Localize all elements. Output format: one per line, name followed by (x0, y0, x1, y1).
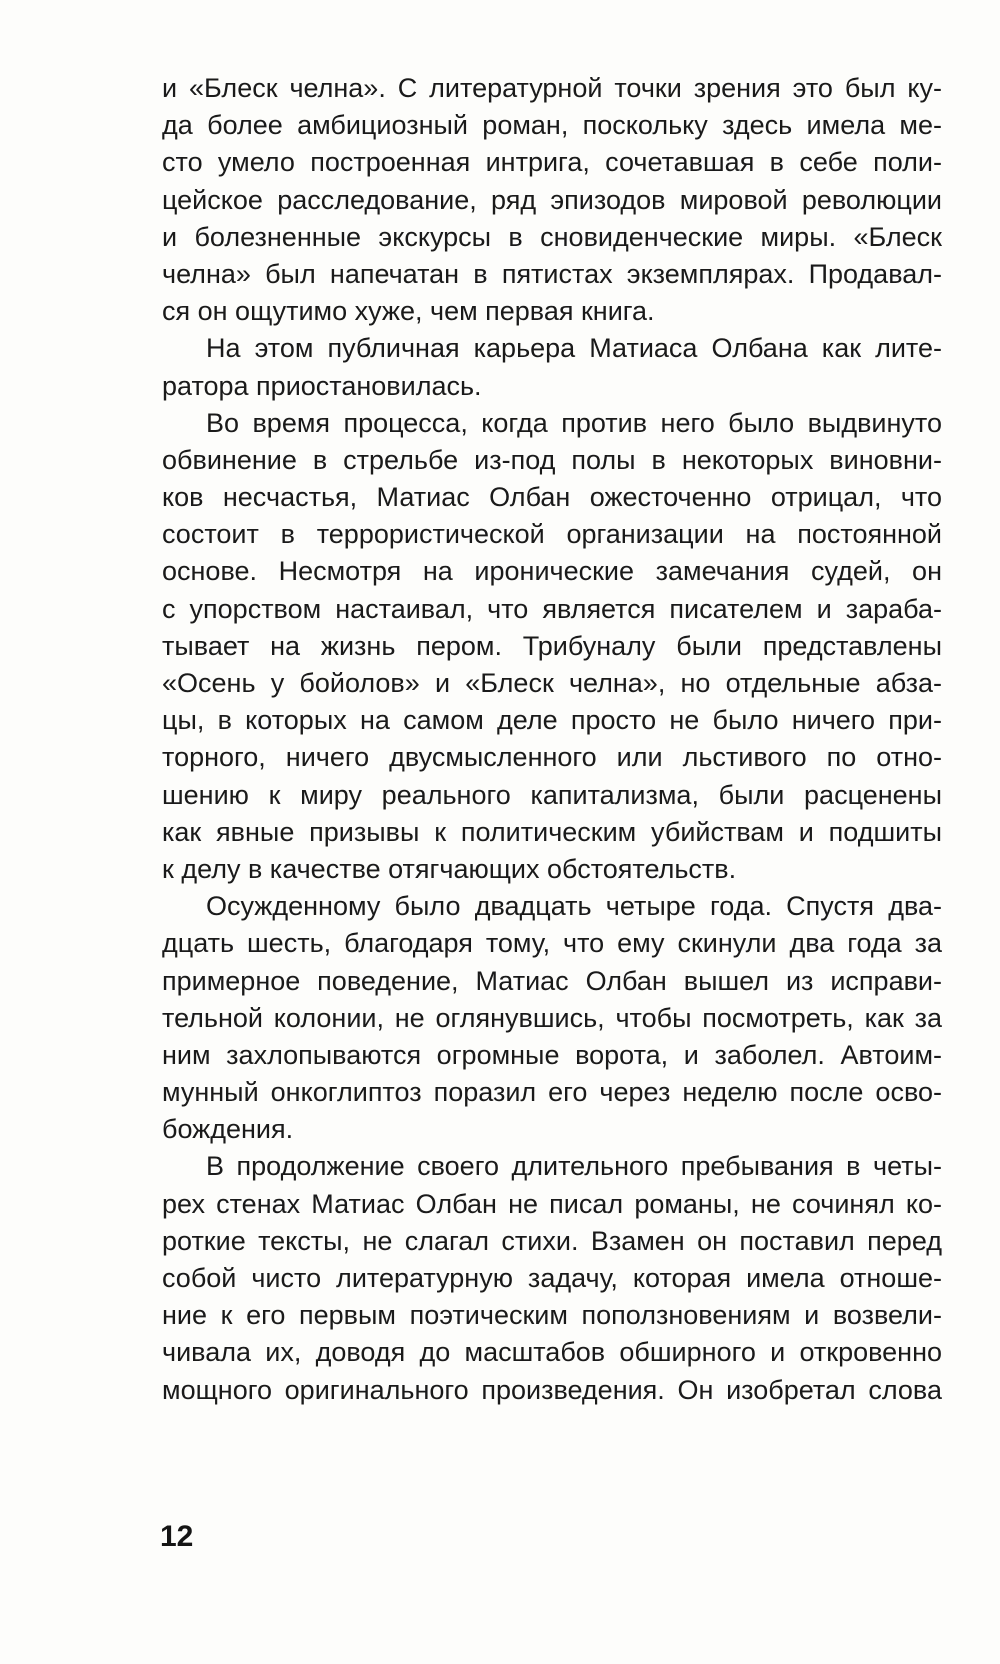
text-line: На этом публичная карьера Матиаса Олбана как лите- (206, 333, 942, 364)
text-line: ков несчастья, Матиас Олбан ожесточенно отрицал, что (162, 482, 942, 513)
text-line: ратора приостановилась. (162, 370, 482, 401)
text-line: мунный онкоглиптоз поразил его через неделю после осво- (162, 1077, 942, 1108)
text-line: цейское расследование, ряд эпизодов мировой революции (162, 184, 942, 215)
text-line: обвинение в стрельбе из-под полы в некоторых виновни- (162, 444, 942, 475)
text-line: и «Блеск челна». С литературной точки зрения это был ку- (162, 73, 942, 103)
text-line: дцать шесть, благодаря тому, что ему скинули два года за (162, 928, 942, 959)
text-line: как явные призывы к политическим убийствам и подшиты (162, 816, 942, 847)
text-line: бождения. (162, 1114, 294, 1145)
text-line: сто умело построенная интрига, сочетавшая в себе поли- (162, 147, 942, 178)
text-line: ним захлопываются огромные ворота, и заболел. Автоим- (162, 1039, 942, 1070)
text-line: тывает на жизнь пером. Трибуналу были представлены (162, 630, 942, 661)
body-text (162, 70, 942, 1409)
text-line: состоит в террористической организации на постоянной (162, 519, 942, 550)
text-line: шению к миру реального капитализма, были расценены (162, 779, 942, 810)
text-line: торного, ничего двусмысленного или льстивого по отно- (162, 742, 942, 773)
text-line: к делу в качестве отягчающих обстоятельств. (162, 853, 737, 884)
text-line: ние к его первым поэтическим поползновениям и возвели- (162, 1300, 942, 1331)
text-line: собой чисто литературную задачу, которая имела отноше- (162, 1263, 942, 1293)
text-line: с упорством настаивал, что является писателем и зараба- (162, 593, 942, 624)
text-line: тельной колонии, не оглянувшись, чтобы посмотреть, как за (162, 1002, 942, 1033)
text-line: челна» был напечатан в пятистах экземплярах. Продавал- (162, 258, 942, 289)
text-line: и болезненные экскурсы в сновиденческие миры. «Блеск (162, 221, 942, 252)
text-line: Во время процесса, когда против него было выдвинуто (206, 407, 942, 438)
text-line: да более амбициозный роман, поскольку здесь имела ме- (162, 110, 942, 141)
page-number: 12 (160, 1520, 194, 1553)
text-line: Осужденному было двадцать четыре года. Спустя два- (206, 891, 942, 922)
text-line: чивала их, доводя до масштабов обширного и откровенно (162, 1337, 942, 1368)
text-line: мощного оригинального произведения. Он изобретал слова (162, 1374, 942, 1405)
text-line: «Осень у бойолов» и «Блеск челна», но отдельные абза- (162, 668, 942, 698)
text-line: рех стенах Матиас Олбан не писал романы, не сочинял ко- (162, 1188, 942, 1219)
text-line: В продолжение своего длительного пребывания в четы- (206, 1151, 942, 1182)
text-line: роткие тексты, не слагал стихи. Взамен он поставил перед (162, 1225, 942, 1256)
text-line: примерное поведение, Матиас Олбан вышел из исправи- (162, 965, 942, 996)
text-line: основе. Несмотря на иронические замечания судей, он (162, 556, 942, 587)
text-line: ся он ощутимо хуже, чем первая книга. (162, 296, 655, 327)
text-line: цы, в которых на самом деле просто не было ничего при- (162, 705, 942, 736)
